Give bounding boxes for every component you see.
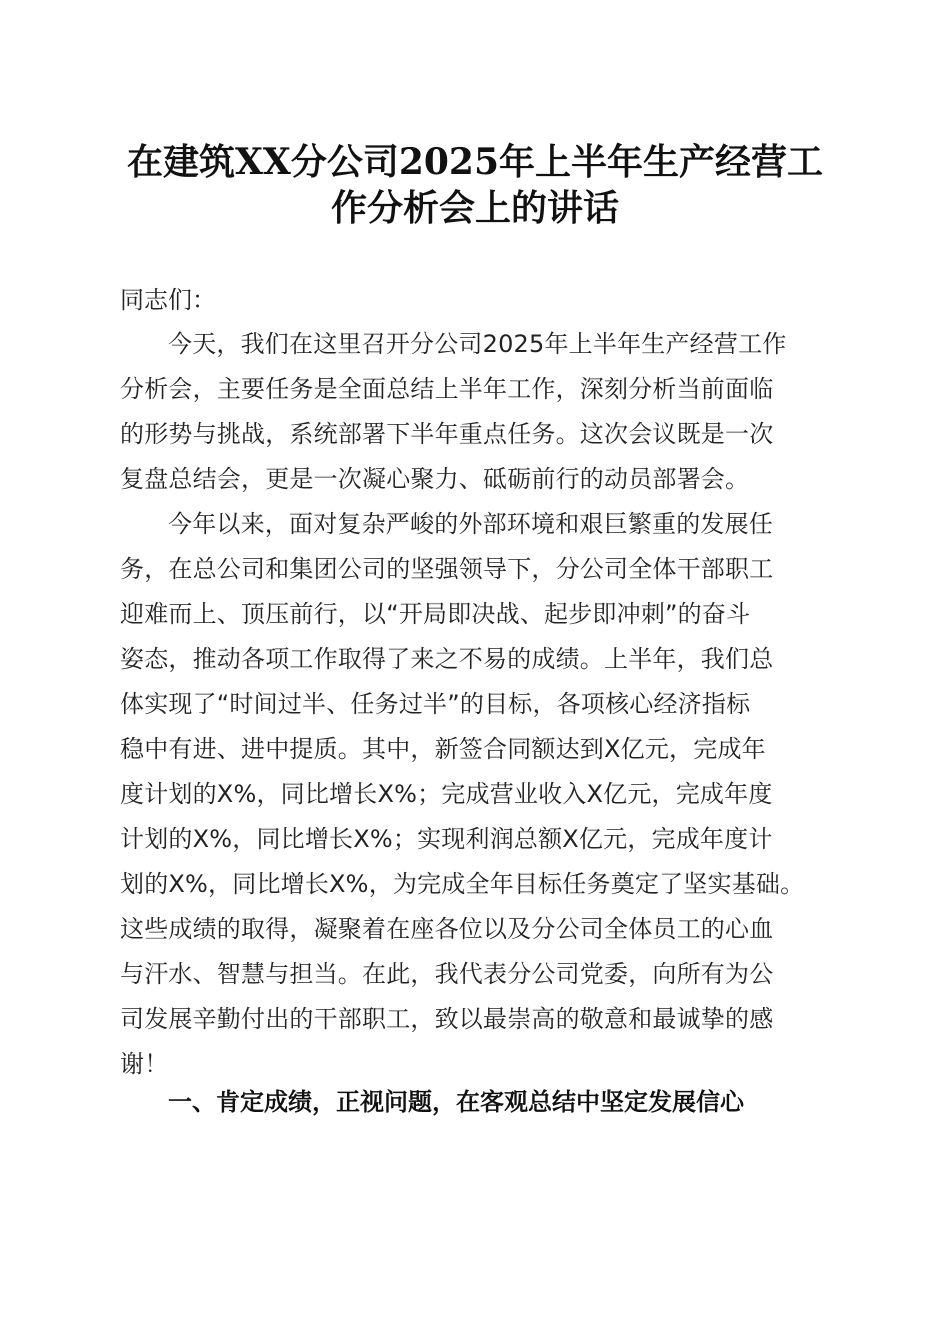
paragraph-line: 度计划的X%，同比增长X%；完成营业收入X亿元，完成年度 — [120, 780, 773, 808]
paragraph-line: 的形势与挑战，系统部署下半年重点任务。这次会议既是一次 — [120, 420, 774, 448]
paragraph-line: 今年以来，面对复杂严峻的外部环境和艰巨繁重的发展任 — [168, 510, 773, 538]
paragraph-line: 分析会，主要任务是全面总结上半年工作，深刻分析当前面临 — [120, 375, 774, 403]
paragraph-line: 务，在总公司和集团公司的坚强领导下，分公司全体干部职工 — [120, 555, 774, 583]
paragraph-line: 复盘总结会，更是一次凝心聚力、砥砺前行的动员部署会。 — [120, 465, 750, 493]
salutation: 同志们： — [120, 286, 216, 314]
paragraph-line: 迎难而上、顶压前行，以“开局即决战、起步即冲刺”的奋斗 — [120, 600, 751, 628]
paragraph-line: 与汗水、智慧与担当。在此，我代表分公司党委，向所有为公 — [120, 960, 774, 988]
document-title-line-1: 在建筑XX分公司2025年上半年生产经营工 — [126, 141, 824, 183]
paragraph-line: 计划的X%，同比增长X%；实现利润总额X亿元，完成年度计 — [120, 825, 773, 853]
paragraph-line: 司发展辛勤付出的干部职工，致以最崇高的敬意和最诚挚的感 — [120, 1005, 774, 1033]
paragraph-intro — [120, 322, 830, 502]
paragraph-line: 划的X%，同比增长X%，为完成全年目标任务奠定了坚实基础。 — [120, 870, 805, 898]
paragraph-achievements — [120, 502, 830, 1087]
paragraph-line: 体实现了“时间过半、任务过半”的目标，各项核心经济指标 — [120, 690, 751, 718]
paragraph-line: 姿态，推动各项工作取得了来之不易的成绩。上半年，我们总 — [120, 645, 774, 673]
paragraph-line: 谢！ — [120, 1050, 169, 1078]
paragraph-line: 这些成绩的取得，凝聚着在座各位以及分公司全体员工的心血 — [120, 915, 774, 943]
paragraph-line: 今天，我们在这里召开分公司2025年上半年生产经营工作 — [168, 330, 787, 358]
paragraph-line: 稳中有进、进中提质。其中，新签合同额达到X亿元，完成年 — [120, 735, 766, 763]
document-title-line-2: 作分析会上的讲话 — [330, 187, 619, 229]
section-heading: 一、肯定成绩，正视问题，在客观总结中坚定发展信心 — [168, 1088, 744, 1116]
